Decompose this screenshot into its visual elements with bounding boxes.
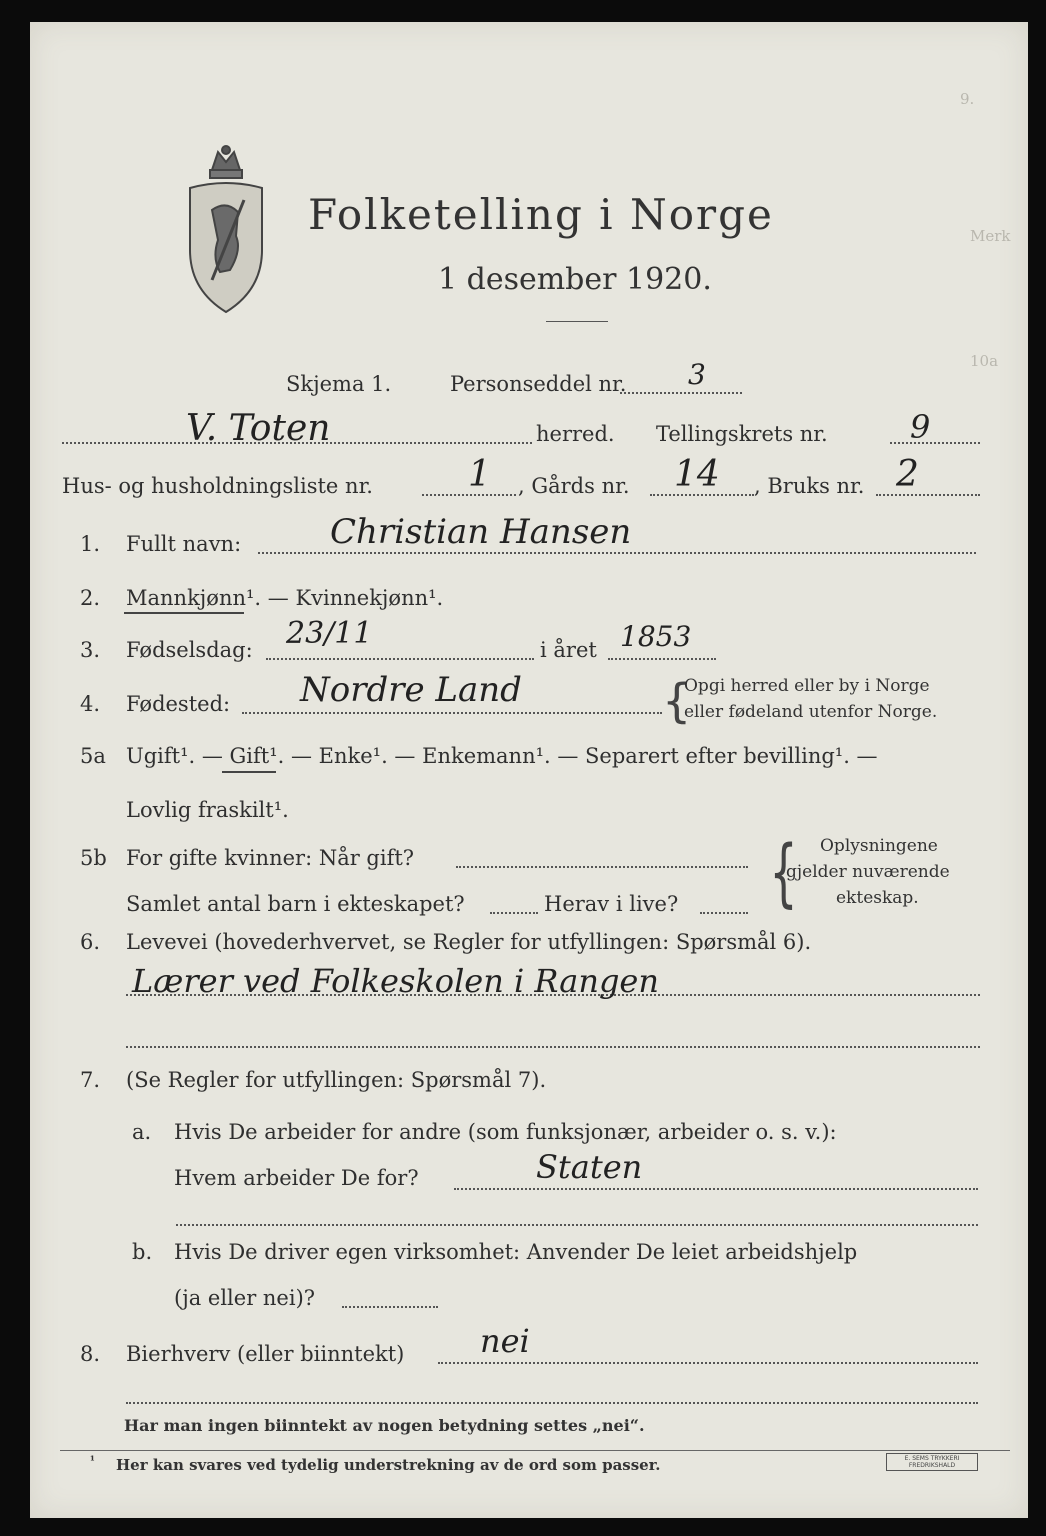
brace: { [662, 674, 692, 728]
bleed-through-text: 10a [970, 352, 999, 370]
form-title: Folketelling i Norge [308, 190, 774, 239]
household-list-label: Hus- og husholdningsliste nr. [62, 474, 373, 498]
marriage-note-line1: Oplysningene [820, 836, 938, 856]
question-number: 3. [80, 638, 101, 662]
question-number: 2. [80, 586, 101, 610]
bleed-through-text: Merk [970, 227, 1011, 245]
question-number: 6. [80, 930, 101, 954]
married-when-label: For gifte kvinner: Når gift? [126, 846, 415, 870]
footnote-divider [60, 1450, 1010, 1451]
side-income-value: nei [480, 1322, 530, 1360]
children-alive-label: Herav i live? [544, 892, 679, 916]
employed-label: Hvis De arbeider for andre (som funksjonær, arbeider o. s. v.): [174, 1120, 837, 1144]
question-number: 7. [80, 1068, 101, 1092]
children-alive-field-line [700, 912, 748, 914]
children-total-label: Samlet antal barn i ekteskapet? [126, 892, 465, 916]
birth-year-label: i året [540, 638, 597, 662]
bleed-through-text: 9. [960, 90, 975, 108]
marital-status-options: Ugift¹. — Gift¹. — Enke¹. — Enkemann¹. — Separert efter bevilling¹. — [126, 744, 878, 768]
hired-help-field-line [342, 1306, 438, 1308]
children-total-field-line [490, 912, 538, 914]
brace: { [769, 830, 798, 916]
side-income-field-line-2 [126, 1402, 978, 1404]
bruks-field-line [876, 494, 980, 496]
question-number: 5b [80, 846, 107, 870]
marriage-note-line2: gjelder nuværende [786, 862, 950, 882]
birthplace-value: Nordre Land [300, 670, 522, 710]
herred-label: herred. [536, 422, 615, 446]
occupation-field-line-2 [126, 1046, 980, 1048]
birthplace-note-line2: eller fødeland utenfor Norge. [684, 702, 938, 722]
birthplace-label: Fødested: [126, 692, 231, 716]
tellingskrets-label: Tellingskrets nr. [656, 422, 828, 446]
tellingskrets-value: 9 [910, 408, 931, 446]
question-number: 4. [80, 692, 101, 716]
side-income-field-line [438, 1362, 978, 1364]
birth-year-field-line [608, 658, 716, 660]
birthplace-note-line1: Opgi herred eller by i Norge [684, 676, 930, 696]
sex-underline-mark [124, 612, 244, 614]
question-7-heading: (Se Regler for utfyllingen: Spørsmål 7). [126, 1068, 547, 1092]
tellingskrets-field-line [890, 442, 980, 444]
gards-label: , Gårds nr. [518, 474, 630, 498]
census-date: 1 desember 1920. [438, 262, 712, 297]
birthdate-value: 23/11 [286, 616, 373, 651]
full-name-label: Fullt navn: [126, 532, 242, 556]
employer-label: Hvem arbeider De for? [174, 1166, 419, 1190]
birthplace-field-line [242, 712, 662, 714]
question-number: 8. [80, 1342, 101, 1366]
marriage-note-line3: ekteskap. [836, 888, 919, 908]
printer-stamp [886, 1453, 978, 1471]
footnote-mark: ¹ [90, 1454, 95, 1467]
full-name-field-line [258, 552, 976, 554]
coat-of-arms-icon [182, 140, 270, 320]
self-employed-label: Hvis De driver egen virksomhet: Anvender De leiet arbeidshjelp [174, 1240, 858, 1264]
question-number: 5a [80, 744, 106, 768]
printer-stamp-line2: FREDRIKSHALD [908, 1462, 956, 1469]
birth-year-value: 1853 [620, 620, 692, 653]
divorced-option: Lovlig fraskilt¹. [126, 798, 289, 822]
side-income-note: Har man ingen biinntekt av nogen betydning settes „nei“. [124, 1416, 645, 1435]
personseddel-field-line [620, 392, 742, 394]
bruks-value: 2 [896, 454, 919, 495]
bruks-label: , Bruks nr. [754, 474, 865, 498]
yes-no-label: (ja eller nei)? [174, 1286, 316, 1310]
birthdate-field-line [266, 658, 534, 660]
question-number: 1. [80, 532, 101, 556]
employer-field-line [454, 1188, 978, 1190]
sex-options: Mannkjønn¹. — Kvinnekjønn¹. [126, 586, 444, 610]
personseddel-label: Personseddel nr. [450, 372, 627, 396]
herred-value: V. Toten [186, 408, 331, 449]
footnote-text: Her kan svares ved tydelig understrekning av de ord som passer. [116, 1456, 661, 1474]
schema-label: Skjema 1. [286, 372, 392, 396]
married-when-field-line [456, 866, 748, 868]
personseddel-value: 3 [688, 358, 706, 391]
occupation-value: Lærer ved Folkeskolen i Rangen [132, 962, 659, 1000]
employer-value: Staten [536, 1148, 643, 1186]
census-form-page [30, 22, 1028, 1518]
sub-question-b: b. [132, 1240, 153, 1264]
gards-value: 14 [674, 454, 720, 495]
birthdate-label: Fødselsdag: [126, 638, 253, 662]
employer-field-line-2 [176, 1224, 978, 1226]
full-name-value: Christian Hansen [330, 512, 632, 552]
marital-underline-mark [222, 771, 276, 773]
side-income-label: Bierhverv (eller biinntekt) [126, 1342, 405, 1366]
title-divider [546, 321, 608, 322]
printer-stamp-line1: E. SEMS TRYKKERI [904, 1455, 960, 1462]
sub-question-a: a. [132, 1120, 152, 1144]
occupation-label: Levevei (hovederhvervet, se Regler for utfyllingen: Spørsmål 6). [126, 930, 812, 954]
household-list-value: 1 [468, 454, 491, 495]
